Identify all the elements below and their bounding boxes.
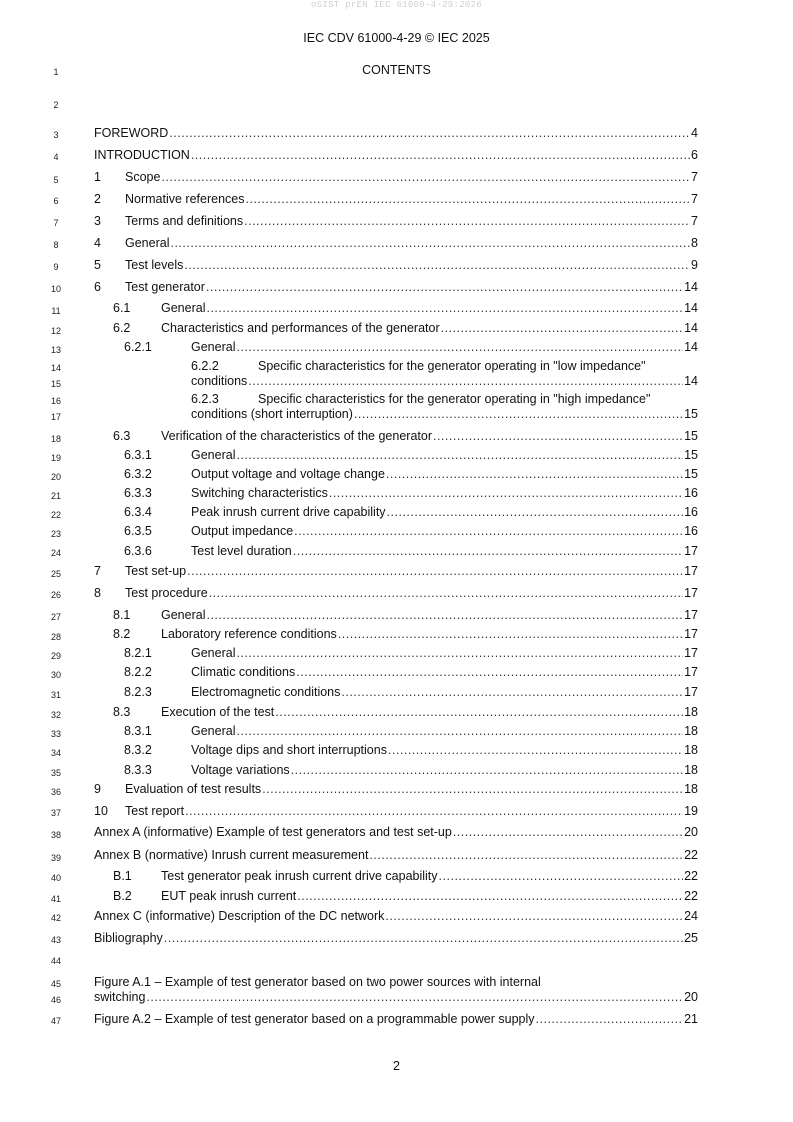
toc-entry[interactable] [94, 931, 698, 946]
toc-entry-number: 6.2.1 [124, 340, 152, 354]
toc-entry-number: 6.1 [113, 301, 131, 315]
toc-entry-page: 15 [684, 467, 698, 481]
line-number: 45 [50, 979, 61, 989]
toc-entry[interactable] [113, 429, 698, 444]
line-number: 7 [53, 218, 59, 228]
toc-entry-title: General [191, 340, 236, 354]
toc-entry[interactable] [124, 685, 698, 700]
toc-entry[interactable] [124, 448, 698, 463]
dot-leader [209, 586, 683, 601]
line-number: 40 [50, 873, 61, 883]
toc-entry[interactable] [124, 665, 698, 680]
toc-entry-title: Voltage dips and short interruptions [191, 743, 387, 757]
dot-leader [293, 544, 683, 559]
dot-leader [191, 148, 690, 163]
toc-entry-page: 17 [684, 646, 698, 660]
toc-entry[interactable] [94, 825, 698, 840]
toc-entry-page: 14 [684, 321, 698, 335]
toc-entry-page: 16 [684, 486, 698, 500]
toc-entry-page: 7 [691, 214, 698, 228]
toc-entry-title: Test generator peak inrush current drive capability [161, 869, 438, 883]
toc-entry-title: Voltage variations [191, 763, 290, 777]
toc-entry-page: 22 [684, 869, 698, 883]
dot-leader [169, 126, 690, 141]
toc-entry-number: 8.2.3 [124, 685, 152, 699]
toc-entry[interactable] [94, 782, 698, 797]
line-number: 29 [50, 651, 61, 661]
toc-entry-title: General [161, 608, 206, 622]
toc-entry-title: Scope [125, 170, 161, 184]
toc-entry-number: 6.3.4 [124, 505, 152, 519]
toc-entry-title: Laboratory reference conditions [161, 627, 337, 641]
line-number: 21 [50, 491, 61, 501]
toc-entry[interactable] [113, 889, 698, 904]
toc-entry[interactable] [94, 280, 698, 295]
line-number: 22 [50, 510, 61, 520]
toc-entry-page: 4 [691, 126, 698, 140]
toc-entry-title: Bibliography [94, 931, 163, 945]
line-number: 3 [53, 130, 59, 140]
toc-entry-page: 16 [684, 505, 698, 519]
toc-entry[interactable] [124, 505, 698, 520]
dot-leader [262, 782, 683, 797]
dot-leader [236, 448, 683, 463]
toc-entry-page: 15 [684, 429, 698, 443]
toc-entry-title: Switching characteristics [191, 486, 328, 500]
toc-entry-page: 18 [684, 705, 698, 719]
toc-entry-page: 17 [684, 544, 698, 558]
line-number: 35 [50, 768, 61, 778]
toc-entry-title: General [191, 646, 236, 660]
dot-leader [161, 170, 690, 185]
dot-leader [341, 685, 683, 700]
toc-entry-number: 8.3.2 [124, 743, 152, 757]
toc-entry[interactable] [113, 705, 698, 720]
toc-entry-title: Test generator [125, 280, 205, 294]
toc-entry-title: General [125, 236, 170, 250]
line-number: 47 [50, 1016, 61, 1026]
toc-entry[interactable] [124, 486, 698, 501]
line-number: 6 [53, 196, 59, 206]
toc-entry-number: 6.2.3 [191, 392, 219, 406]
line-number: 4 [53, 152, 59, 162]
toc-entry[interactable] [124, 763, 698, 778]
dot-leader [164, 931, 683, 946]
toc-entry-number: 9 [94, 782, 101, 796]
line-number: 27 [50, 612, 61, 622]
line-number: 14 [50, 363, 61, 373]
line-number: 2 [53, 100, 59, 110]
line-number: 16 [50, 396, 61, 406]
toc-entry-page: 15 [684, 448, 698, 462]
line-number: 24 [50, 548, 61, 558]
toc-entry-title: Test level duration [191, 544, 292, 558]
line-number: 37 [50, 808, 61, 818]
toc-entry-page: 17 [684, 586, 698, 600]
toc-entry-title: Peak inrush current drive capability [191, 505, 386, 519]
toc-entry-number: 6 [94, 280, 101, 294]
toc-entry-title: Test procedure [125, 586, 208, 600]
dot-leader [296, 665, 683, 680]
toc-entry-title: Figure A.1 – Example of test generator based on two power sources with internal [94, 975, 541, 989]
toc-entry-number: 8 [94, 586, 101, 600]
line-number: 38 [50, 830, 61, 840]
toc-entry-number: B.2 [113, 889, 132, 903]
toc-entry-page: 9 [691, 258, 698, 272]
toc-entry-title: FOREWORD [94, 126, 169, 140]
toc-entry[interactable] [94, 586, 698, 601]
dot-leader [441, 321, 683, 336]
toc-entry-number: 8.3.3 [124, 763, 152, 777]
dot-leader [453, 825, 683, 840]
toc-entry-title: Test report [125, 804, 185, 818]
toc-entry-page: 8 [691, 236, 698, 250]
line-number: 32 [50, 710, 61, 720]
toc-entry-number: 6.3.2 [124, 467, 152, 481]
line-number: 41 [50, 894, 61, 904]
toc-entry-number: 8.2.2 [124, 665, 152, 679]
toc-entry[interactable] [124, 392, 698, 422]
toc-entry[interactable] [94, 564, 698, 579]
toc-entry[interactable] [94, 1012, 698, 1027]
line-number: 30 [50, 670, 61, 680]
toc-entry-number: 8.3 [113, 705, 131, 719]
toc-entry-title: Electromagnetic conditions [191, 685, 341, 699]
dot-leader [291, 763, 683, 778]
toc-entry[interactable] [124, 544, 698, 559]
toc-entry-number: 5 [94, 258, 101, 272]
toc-entry-title: Annex C (informative) Description of the DC network [94, 909, 385, 923]
toc-entry[interactable] [113, 869, 698, 884]
dot-leader [246, 192, 691, 207]
toc-entry-title: Climatic conditions [191, 665, 296, 679]
line-number: 20 [50, 472, 61, 482]
toc-entry-number: 2 [94, 192, 101, 206]
toc-entry-page: 20 [684, 825, 698, 839]
dot-leader [439, 869, 684, 884]
contents-title: CONTENTS [362, 63, 431, 77]
toc-entry-number: 6.3.5 [124, 524, 152, 538]
toc-entry-page: 21 [684, 1012, 698, 1026]
dot-leader [297, 889, 683, 904]
line-number: 31 [50, 690, 61, 700]
toc-entry-page: 25 [684, 931, 698, 945]
toc-entry-title: Test set-up [125, 564, 187, 578]
toc-entry[interactable] [94, 126, 698, 141]
line-number: 42 [50, 913, 61, 923]
toc-entry[interactable] [94, 192, 698, 207]
dot-leader [236, 646, 683, 661]
line-number: 1 [53, 67, 59, 77]
dot-leader [206, 608, 683, 623]
toc-entry-number: B.1 [113, 869, 132, 883]
line-number: 46 [50, 995, 61, 1005]
toc-entry-number: 8.2.1 [124, 646, 152, 660]
toc-entry-title: Normative references [125, 192, 245, 206]
toc-entry[interactable] [113, 608, 698, 623]
toc-entry-title: Characteristics and performances of the generator [161, 321, 440, 335]
toc-entry-page: 18 [684, 782, 698, 796]
dot-leader [536, 1012, 684, 1027]
toc-entry-page: 14 [684, 340, 698, 354]
dot-leader [354, 407, 683, 422]
line-number: 9 [53, 262, 59, 272]
dot-leader [385, 909, 683, 924]
toc-entry-page: 14 [684, 301, 698, 315]
toc-entry-page: 17 [684, 608, 698, 622]
toc-entry-title: General [161, 301, 206, 315]
line-number: 17 [50, 412, 61, 422]
dot-leader [387, 505, 684, 520]
line-number: 10 [50, 284, 61, 294]
dot-leader [338, 627, 683, 642]
toc-entry-page: 14 [684, 280, 698, 294]
toc-entry-number: 10 [94, 804, 108, 818]
toc-entry-page: 17 [684, 685, 698, 699]
dot-leader [433, 429, 683, 444]
toc-entry-title: General [191, 448, 236, 462]
toc-entry-title: Figure A.2 – Example of test generator based on a programmable power supply [94, 1012, 535, 1026]
dot-leader [329, 486, 683, 501]
toc-entry-title: Annex A (informative) Example of test generators and test set-up [94, 825, 452, 839]
toc-entry-title: Specific characteristics for the generator operating in "low impedance" [258, 359, 646, 373]
toc-entry-number: 4 [94, 236, 101, 250]
toc-entry-title: Terms and definitions [125, 214, 244, 228]
toc-entry-page: 22 [684, 889, 698, 903]
line-number: 12 [50, 326, 61, 336]
toc-entry[interactable] [94, 214, 698, 229]
toc-entry[interactable] [124, 743, 698, 758]
toc-entry[interactable] [94, 975, 698, 1005]
dot-leader [185, 804, 683, 819]
dot-leader [170, 236, 690, 251]
toc-entry-page: 22 [684, 848, 698, 862]
toc-entry-title: General [191, 724, 236, 738]
toc-entry[interactable] [124, 646, 698, 661]
dot-leader [236, 724, 683, 739]
dot-leader [388, 743, 683, 758]
toc-entry-number: 6.3.3 [124, 486, 152, 500]
toc-entry[interactable] [94, 170, 698, 185]
toc-entry-number: 7 [94, 564, 101, 578]
line-number: 43 [50, 935, 61, 945]
toc-entry-page: 20 [684, 990, 698, 1004]
dot-leader [294, 524, 683, 539]
toc-entry-page: 19 [684, 804, 698, 818]
dot-leader [146, 990, 683, 1005]
line-number: 15 [50, 379, 61, 389]
toc-entry[interactable] [94, 258, 698, 273]
toc-entry[interactable] [94, 909, 698, 924]
toc-entry-title-continued: conditions [191, 374, 248, 388]
dot-leader [244, 214, 690, 229]
line-number: 13 [50, 345, 61, 355]
dot-leader [236, 340, 683, 355]
toc-entry-number: 6.3.6 [124, 544, 152, 558]
line-number: 34 [50, 748, 61, 758]
toc-entry-title-continued: switching [94, 990, 146, 1004]
toc-entry-title: EUT peak inrush current [161, 889, 297, 903]
watermark: oSIST prEN IEC 61000-4-29:2026 [310, 0, 483, 10]
toc-entry-number: 6.3 [113, 429, 131, 443]
line-number: 33 [50, 729, 61, 739]
toc-entry-page: 17 [684, 665, 698, 679]
toc-entry[interactable] [124, 467, 698, 482]
toc-entry[interactable] [124, 340, 698, 355]
toc-entry-page: 7 [691, 192, 698, 206]
toc-entry-page: 6 [691, 148, 698, 162]
toc-entry-title: Output impedance [191, 524, 294, 538]
dot-leader [275, 705, 683, 720]
toc-entry-title: Specific characteristics for the generator operating in "high impedance" [258, 392, 651, 406]
toc-entry-page: 15 [684, 407, 698, 421]
line-number: 39 [50, 853, 61, 863]
toc-entry[interactable] [124, 359, 698, 389]
toc-entry-title: Test levels [125, 258, 184, 272]
line-number: 28 [50, 632, 61, 642]
toc-entry[interactable] [94, 236, 698, 251]
toc-entry-page: 18 [684, 743, 698, 757]
dot-leader [386, 467, 683, 482]
dot-leader [369, 848, 683, 863]
dot-leader [206, 301, 683, 316]
toc-entry-page: 16 [684, 524, 698, 538]
toc-entry-number: 8.2 [113, 627, 131, 641]
line-number: 19 [50, 453, 61, 463]
toc-entry-number: 6.3.1 [124, 448, 152, 462]
line-number: 11 [51, 306, 61, 316]
toc-entry[interactable] [113, 321, 698, 336]
line-number: 25 [50, 569, 61, 579]
toc-entry-page: 18 [684, 724, 698, 738]
toc-entry-number: 3 [94, 214, 101, 228]
line-number: 5 [53, 175, 59, 185]
toc-entry-page: 24 [684, 909, 698, 923]
line-number: 8 [53, 240, 59, 250]
dot-leader [206, 280, 683, 295]
toc-entry-title: Annex B (normative) Inrush current measurement [94, 848, 369, 862]
toc-entry-number: 8.1 [113, 608, 131, 622]
dot-leader [184, 258, 690, 273]
toc-entry[interactable] [94, 148, 698, 163]
line-number: 23 [50, 529, 61, 539]
toc-entry[interactable] [124, 724, 698, 739]
page-number: 2 [393, 1059, 400, 1073]
toc-entry[interactable] [113, 627, 698, 642]
toc-entry-title: Execution of the test [161, 705, 275, 719]
line-number: 44 [50, 956, 61, 966]
toc-entry[interactable] [94, 804, 698, 819]
toc-entry-page: 18 [684, 763, 698, 777]
toc-entry-number: 6.2 [113, 321, 131, 335]
toc-entry-page: 14 [684, 374, 698, 388]
toc-entry-title-continued: conditions (short interruption) [191, 407, 353, 421]
dot-leader [187, 564, 683, 579]
toc-entry-page: 17 [684, 627, 698, 641]
toc-entry-title: Evaluation of test results [125, 782, 262, 796]
toc-entry[interactable] [94, 848, 698, 863]
toc-entry-title: Output voltage and voltage change [191, 467, 385, 481]
toc-entry-number: 1 [94, 170, 101, 184]
dot-leader [248, 374, 683, 389]
line-number: 18 [50, 434, 61, 444]
line-number: 36 [50, 787, 61, 797]
toc-entry-page: 17 [684, 564, 698, 578]
toc-entry-title: Verification of the characteristics of the generator [161, 429, 432, 443]
toc-entry-number: 6.2.2 [191, 359, 219, 373]
page-header: IEC CDV 61000-4-29 © IEC 2025 [303, 31, 490, 45]
toc-entry-title: INTRODUCTION [94, 148, 190, 162]
toc-entry-number: 8.3.1 [124, 724, 152, 738]
toc-entry-page: 7 [691, 170, 698, 184]
line-number: 26 [50, 590, 61, 600]
toc-entry[interactable] [124, 524, 698, 539]
toc-entry[interactable] [113, 301, 698, 316]
